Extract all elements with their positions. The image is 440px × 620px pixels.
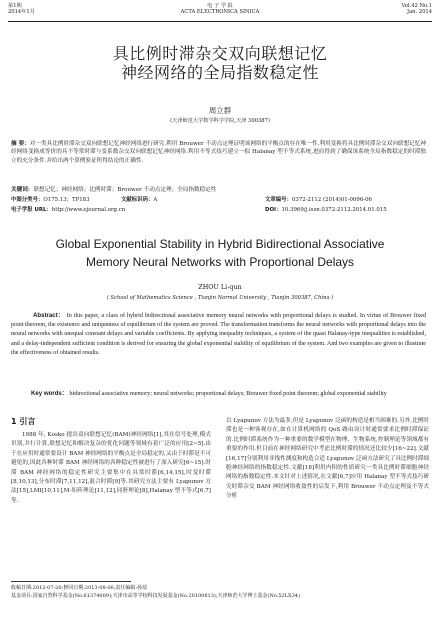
doc-code-field bbox=[121, 196, 157, 206]
author-english: ZHOU Li-qun bbox=[198, 283, 242, 291]
title-en-line1: Global Exponential Stability in Hybrid Bidirectional Associative bbox=[55, 237, 385, 251]
abstract-en-label: Abstract： bbox=[33, 312, 65, 319]
keywords-english bbox=[11, 389, 426, 399]
header-right bbox=[402, 3, 432, 16]
keywords-chinese bbox=[11, 185, 426, 193]
header-date-cn: 2014年1月 bbox=[8, 9, 35, 16]
title-cn-line2: 神经网络的全局指数稳定性 bbox=[120, 63, 319, 82]
header-volume: Vol.42 No.1 bbox=[401, 3, 432, 9]
header-journal-en: ACTA ELECTRONICA SINICA bbox=[180, 9, 260, 16]
title-en-line2: Memory Neural Networks with Proportional Delays bbox=[85, 255, 355, 269]
url-label: 电子学报 URL： bbox=[11, 206, 52, 213]
section-1-heading: 1 引言 bbox=[11, 417, 36, 426]
body-column-right bbox=[226, 417, 429, 502]
abstract-cn-text: 对一类具比例时滞杂交双向联想记忆神经网络进行研究.利用 Brouwer 不动点定理证明该网络的平衡点的存在唯一性.利用变换将具比例时滞杂交双向联想记忆神经网络变换成等价的具不等常时滞与变系数杂交双向联想记忆神经网络.利用不等式技巧建立一拟 Halanay 型不等式系统,进而得到了确保该系统全局指数稳定的时滞独立的充分条件.并给出两个算例验证所得结论的正确性. bbox=[11, 141, 426, 164]
doi-label: DOI： bbox=[265, 206, 282, 213]
doc-code-label: 文献标识码： bbox=[121, 197, 154, 203]
metadata-row-2 bbox=[11, 206, 426, 216]
keywords-cn-text: 联想记忆；神经网络；比例时滞；Brouwer 不动点定理；全局指数稳定性 bbox=[33, 187, 217, 193]
doi-value: 10.3969/j.issn.0372-2112.2014.01.015 bbox=[281, 206, 387, 213]
header-date-en: Jan. 2014 bbox=[406, 9, 432, 16]
doi-field bbox=[265, 206, 387, 216]
affiliation-english: ( School of Mathematics Science , Tianjin Normal University , Tianjin 300387, China ) bbox=[106, 295, 334, 301]
keywords-cn-label: 关键词： bbox=[11, 187, 34, 193]
clc-label: 中图分类号： bbox=[11, 197, 44, 203]
abstract-en-text: In this paper, a class of hybrid bidirectional associative memory neural networks with proportional delays is studied. In virtue of Brouwer fixed point theorem, the existence and uniqueness of equilibrium of the system are proved. The transformation transforms the neural networks with proportional delays into the neural networks with unequal constant delays and variable coefficients. By applying inequality techniques, a system of the quasi Halanay-type inequalities is established, and a delay-independent sufficient condition is derived for ensuring the global exponential stability of equilibrium of the system. And two examples are given to illustrate the effectiveness of obtained results. bbox=[11, 313, 426, 356]
footnote-funding: 基金项目:国家自然科学基金(No.61374009);天津市高等学校科技发展基金(No.20100813);天津师范大学博士基金(No.52LX34) bbox=[11, 593, 300, 600]
footnotes bbox=[11, 584, 426, 600]
abstract-english bbox=[11, 311, 426, 358]
title-cn-line1: 具比例时滞杂交双向联想记忆 bbox=[112, 44, 328, 63]
header-center bbox=[8, 3, 432, 16]
intro-paragraph-right: 以 Lyapunov 方法为最多,但是 Lyapunov 泛函的构造是相当困难的.另外,比例时滞也是一种客观存在,如在计算机网络的 QoS 路由设计时通常要求比例时滞保证的.比例时滞系统作为一种重要的数学模型在物理、生物系统,控制理论等领域都有重要的作用.但目前在神经网络研究中考虑比例时滞的情况还比较少[16~22].文献[16,17]分别利用非线性测度和构造合适 Lyapunov 泛函方法研究了具比例时滞细胞神经网络的指数稳定性.文献[18]利用内积的性质研究一类具比例时滞细胞神经网络的指数稳定性.本文针对上述情况,在文献[6,7]应用 Halanay 型不等式技巧研究时滞杂交 BAM 神经网络收敛性的启发下,利用 Brouwer 不动点定理及不等式分析 bbox=[226, 418, 429, 500]
keywords-en-text: bidirectional associative memory; neural networks; proportional delays; Brouwer fixed point theorem; global exponential stability bbox=[69, 391, 387, 397]
header-issue-cn: 第1期 bbox=[8, 3, 22, 9]
article-no-label: 文章编号： bbox=[265, 197, 292, 203]
footnote-divider bbox=[11, 581, 131, 582]
body-column-left bbox=[11, 431, 211, 506]
abstract-cn-label: 摘 要： bbox=[11, 141, 30, 147]
article-metadata bbox=[11, 196, 426, 215]
title-chinese bbox=[0, 44, 440, 82]
url-field bbox=[11, 206, 125, 216]
intro-paragraph-left: 1988 年, Kosko 提出双向联想记忆(BAM)神经网络[1],其在信号处理,模式识别,并行计算,联想记忆和解决复杂的优化问题等领域有着广泛的应用[2~5].由于在应用时通常要设计 BAM 神经网络的平衡点是全局稳定的,又由于时滞是不可避免的,因此各种时滞 BAM 神经网络的各种稳定性被进行了深入研究[6~15].时滞 BAM 神经网络的稳定性研究主要集中在具常时滞[6,14,15],时变时滞[8,10,13],分布时滞[7,11,12],混合时滞[9]等.其研究方法主要有 Lyapunov 方法[15],LMI[10,11],M-矩阵理论[11,12],同胚理论[8],Halanay 型不等式[6,7]等. bbox=[11, 432, 211, 504]
metadata-row-1 bbox=[11, 196, 426, 206]
affiliation-chinese: (天津师范大学数学科学学院,天津 300387) bbox=[170, 118, 270, 124]
footnote-received: 收稿日期:2012-07-20;修回日期:2013-08-06;责任编辑:孙瑶 bbox=[11, 585, 148, 591]
clc-field bbox=[11, 196, 90, 206]
clc-value: O175.13；TP183 bbox=[43, 197, 90, 203]
keywords-en-label: Key words： bbox=[31, 390, 68, 397]
title-english bbox=[0, 235, 440, 271]
journal-url-link[interactable]: http://www.ejournal.org.cn bbox=[51, 206, 126, 213]
article-no-field bbox=[265, 196, 372, 206]
article-no-value: 0372-2112 (2014)01-0096-06 bbox=[291, 197, 372, 203]
abstract-chinese bbox=[11, 140, 426, 165]
author-chinese: 周立群 bbox=[208, 106, 232, 115]
doc-code-value: A bbox=[153, 197, 158, 203]
header-journal-cn: 电 子 学 报 bbox=[207, 3, 233, 9]
running-header bbox=[8, 3, 432, 22]
